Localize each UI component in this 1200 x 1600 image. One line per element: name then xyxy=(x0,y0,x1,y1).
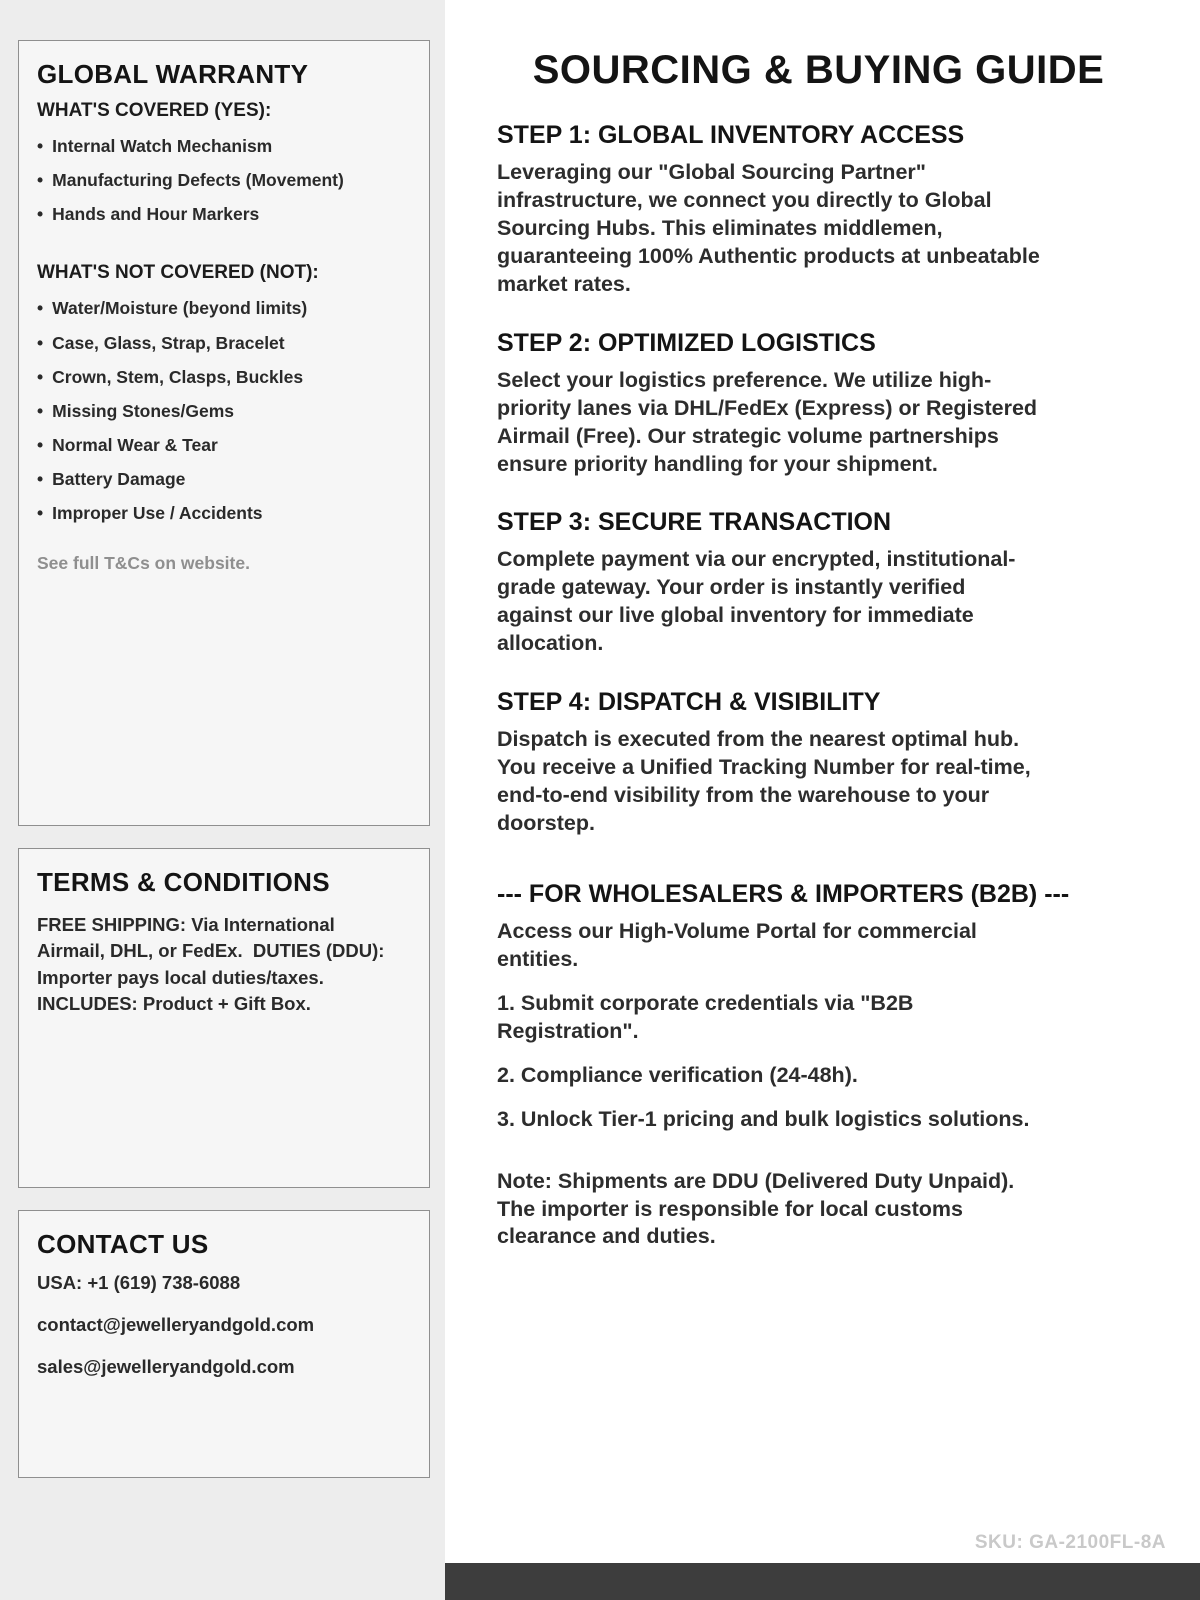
step-1-body: Leveraging our "Global Sourcing Partner" infrastructure, we connect you directly to Global Sourcing Hubs. This eliminates middlemen, guaranteeing 100% Authentic products at unbeatable market rates. xyxy=(497,160,1040,296)
contact-box xyxy=(18,1210,430,1478)
step-4-heading: STEP 4: DISPATCH & VISIBILITY xyxy=(497,688,881,717)
covered-heading: WHAT'S COVERED (YES): xyxy=(37,100,272,121)
step-1-heading: STEP 1: GLOBAL INVENTORY ACCESS xyxy=(497,121,965,149)
warranty-box xyxy=(18,40,430,826)
covered-list xyxy=(37,136,411,224)
contact-email: contact@jewelleryandgold.com xyxy=(37,1314,315,1335)
b2b-section xyxy=(497,880,1140,1251)
step-3-heading: STEP 3: SECURE TRANSACTION xyxy=(497,508,892,537)
warranty-footnote: See full T&Cs on website. xyxy=(37,553,250,574)
not-covered-item: • Water/Moisture (beyond limits) xyxy=(37,298,411,318)
contact-title: CONTACT US xyxy=(37,1229,209,1259)
step-2-body: Select your logistics preference. We utilize high-priority lanes via DHL/FedEx (Express) or Registered Airmail (Free). Our strategic volume partnerships ensure priority handling for your shipment. xyxy=(497,367,1038,476)
b2b-intro: Access our High-Volume Portal for commercial entities. xyxy=(497,918,977,971)
covered-item: • Manufacturing Defects (Movement) xyxy=(37,170,411,190)
sku-label: SKU: GA-2100FL-8A xyxy=(974,1532,1166,1553)
step-4-body: Dispatch is executed from the nearest optimal hub. You receive a Unified Tracking Number for real-time, end-to-end visibility from the warehouse to your doorstep. xyxy=(497,727,1031,835)
step-2-section xyxy=(497,329,1140,479)
contact-phone: USA: +1 (619) 738-6088 xyxy=(37,1272,241,1293)
terms-box xyxy=(18,848,430,1188)
footer-bar xyxy=(445,1563,1200,1600)
contact-sales-email: sales@jewelleryandgold.com xyxy=(37,1356,295,1377)
b2b-note: Note: Shipments are DDU (Delivered Duty Unpaid). The importer is responsible for local customs clearance and duties. xyxy=(497,1168,1015,1249)
warranty-title: GLOBAL WARRANTY xyxy=(37,59,309,89)
terms-body: FREE SHIPPING: Via International Airmail, DHL, or FedEx. DUTIES (DDU): Importer pays local duties/taxes. INCLUDES: Product + Gift Box. xyxy=(37,914,390,1014)
not-covered-item: • Improper Use / Accidents xyxy=(37,503,411,523)
b2b-item-1: 1. Submit corporate credentials via "B2B Registration". xyxy=(497,990,914,1043)
b2b-item-2: 2. Compliance verification (24-48h). xyxy=(497,1062,858,1087)
step-3-body: Complete payment via our encrypted, institutional-grade gateway. Your order is instantly verified against our live global inventory for immediate allocation. xyxy=(497,547,1016,656)
b2b-heading: --- FOR WHOLESALERS & IMPORTERS (B2B) --- xyxy=(497,879,1070,908)
not-covered-item: • Case, Glass, Strap, Bracelet xyxy=(37,333,411,353)
not-covered-item: • Battery Damage xyxy=(37,469,411,489)
step-3-section xyxy=(497,508,1140,658)
not-covered-item: • Crown, Stem, Clasps, Buckles xyxy=(37,367,411,387)
terms-title: TERMS & CONDITIONS xyxy=(37,867,330,897)
covered-item: • Internal Watch Mechanism xyxy=(37,136,411,156)
not-covered-list xyxy=(37,298,411,523)
step-1-section xyxy=(497,121,1140,299)
page-title: SOURCING & BUYING GUIDE xyxy=(532,48,1105,92)
not-covered-heading: WHAT'S NOT COVERED (NOT): xyxy=(37,262,319,284)
not-covered-item: • Missing Stones/Gems xyxy=(37,401,411,421)
step-2-heading: STEP 2: OPTIMIZED LOGISTICS xyxy=(497,328,876,357)
main-content xyxy=(445,0,1200,1600)
covered-item: • Hands and Hour Markers xyxy=(37,204,411,224)
b2b-item-3: 3. Unlock Tier-1 pricing and bulk logistics solutions. xyxy=(497,1106,1030,1131)
step-4-section xyxy=(497,688,1140,838)
sidebar xyxy=(0,0,445,1600)
not-covered-item: • Normal Wear & Tear xyxy=(37,435,411,455)
